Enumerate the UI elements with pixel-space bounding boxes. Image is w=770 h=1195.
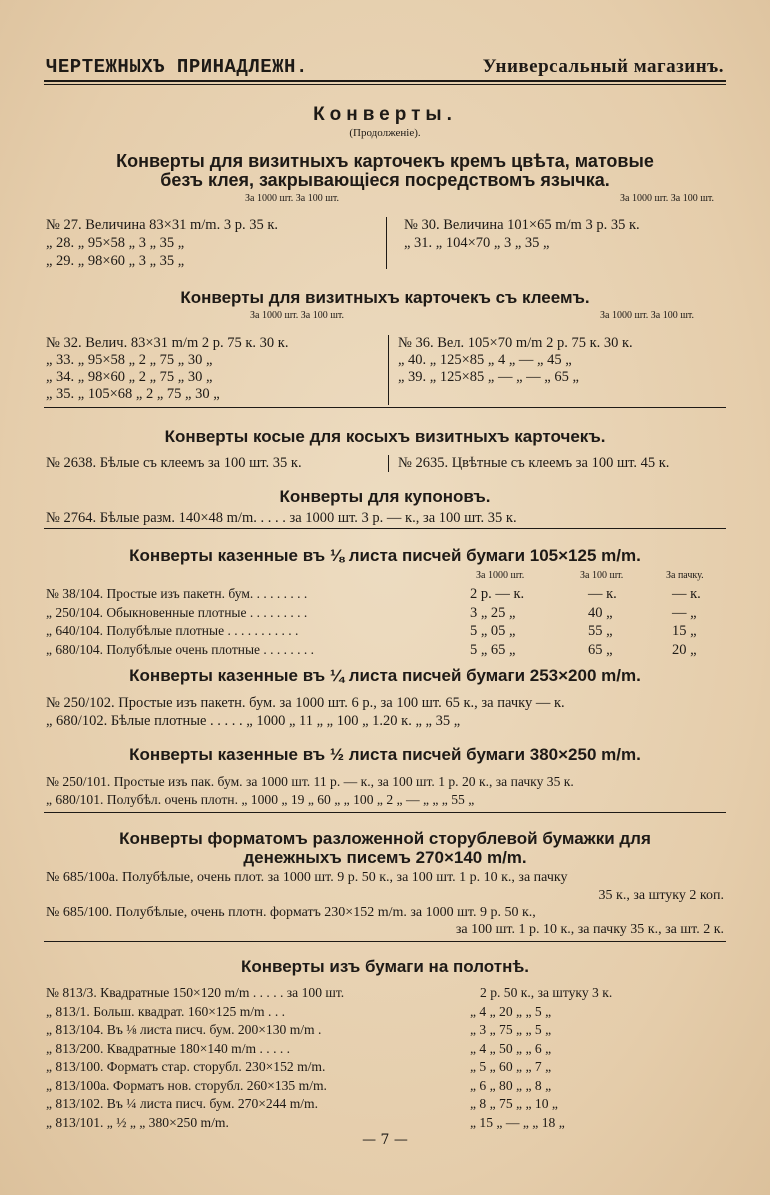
list-item: № 2635. Цвѣтные съ клеемъ за 100 шт. 45 к. xyxy=(398,455,670,471)
table-cell-price: — „ xyxy=(672,604,697,621)
section-title: Конверты косые для косыхъ визитныхъ карточекъ. xyxy=(164,427,606,446)
section-title-line-2: денежныхъ писемъ 270×140 m/m. xyxy=(243,848,527,867)
table-cell-price: „ 3 „ 75 „ „ 5 „ xyxy=(470,1022,552,1037)
list-item: № 30. Величина 101×65 m/m 3 р. 35 к. xyxy=(404,217,640,233)
table-cell-price: „ 4 „ 20 „ „ 5 „ xyxy=(470,1003,552,1019)
table-cell-price: „ 4 „ 50 „ „ 6 „ xyxy=(470,1040,552,1056)
list-item: № 250/101. Простые изъ пак. бум. за 1000 шт. 11 р. — к., за 100 шт. 1 р. 20 к., за пачку 35 к. xyxy=(46,774,574,789)
list-item: „ 680/101. Полубѣл. очень плотн. „ 1000 „ 19 „ 60 „ „ 100 „ 2 „ — „ „ „ 55 „ xyxy=(46,792,475,807)
table-cell-price: 15 „ xyxy=(672,623,697,639)
table-cell-price: „ 8 „ 75 „ „ 10 „ xyxy=(470,1096,558,1111)
table-cell-price: „ 6 „ 80 „ „ 8 „ xyxy=(470,1077,552,1093)
table-cell-price: 3 „ 25 „ xyxy=(470,604,516,621)
table-cell-name: № 38/104. Простые изъ пакетн. бум. . . . . . . . . xyxy=(46,586,308,601)
list-item: „ 40. „ 125×85 „ 4 „ — „ 45 „ xyxy=(398,352,572,368)
table-cell-name: „ 640/104. Полубѣлые плотные . . . . . . . . . . . xyxy=(46,623,299,638)
section-title: Конверты форматомъ разложенной сторублевой бумажки для xyxy=(119,829,651,848)
table-cell-price: 2 р. 50 к., за штуку 3 к. xyxy=(480,985,613,1000)
table-cell-name: „ 813/100а. Форматъ нов. сторубл. 260×135 m/m. xyxy=(46,1077,327,1093)
header-rule xyxy=(44,80,726,82)
section-rule xyxy=(44,941,726,942)
column-headers-right: За 1000 шт. За 100 шт. xyxy=(620,193,715,204)
table-cell-name: „ 250/104. Обыкновенные плотные . . . . . . . . . xyxy=(46,604,308,620)
table-cell-price: 20 „ xyxy=(672,641,697,658)
header-rule-thin xyxy=(44,84,726,85)
section-title: Конверты для визитныхъ карточекъ съ клеемъ. xyxy=(180,288,590,307)
header-right: Универсальный магазинъ. xyxy=(482,56,724,77)
table-cell-price: „ 5 „ 60 „ „ 7 „ xyxy=(470,1059,552,1074)
table-cell-name: „ 813/101. „ ½ „ „ 380×250 m/m. xyxy=(46,1114,229,1130)
table-cell-name: „ 813/200. Квадратные 180×140 m/m . . . . . xyxy=(46,1040,291,1056)
list-item: № 27. Величина 83×31 m/m. 3 р. 35 к. xyxy=(46,217,278,233)
list-item: № 2764. Бѣлые разм. 140×48 m/m. . . . . за 1000 шт. 3 р. — к., за 100 шт. 35 к. xyxy=(46,510,517,526)
section-rule xyxy=(44,407,726,408)
list-item: № 250/102. Простые изъ пакетн. бум. за 1000 шт. 6 р., за 100 шт. 65 к., за пачку — к. xyxy=(46,695,565,711)
section-title: Конверты изъ бумаги на полотнѣ. xyxy=(240,957,530,976)
column-divider xyxy=(386,217,387,269)
column-header: За 1000 шт. xyxy=(476,570,525,581)
section-title: Конверты казенные въ ½ листа писчей бумаги 380×250 m/m. xyxy=(129,745,641,764)
page-number: — 7 — xyxy=(362,1132,408,1148)
list-item: „ 680/102. Бѣлые плотные . . . . . „ 1000 „ 11 „ „ 100 „ 1.20 к. „ „ 35 „ xyxy=(46,713,461,729)
list-item: „ 34. „ 98×60 „ 2 „ 75 „ 30 „ xyxy=(46,369,213,385)
table-cell-price: 40 „ xyxy=(588,604,613,621)
column-headers-left: За 1000 шт. За 100 шт. xyxy=(250,310,345,321)
table-cell-price: — к. xyxy=(588,586,617,602)
list-item-continued: за 100 шт. 1 р. 10 к., за пачку 35 к., за шт. 2 к. xyxy=(455,922,724,937)
table-cell-name: „ 680/104. Полубѣлые очень плотные . . . . . . . . xyxy=(46,641,315,657)
column-header: За 100 шт. xyxy=(580,570,624,581)
column-header: За пачку. xyxy=(666,570,704,581)
section-rule xyxy=(44,528,726,529)
table-cell-name: „ 813/104. Въ ⅛ листа писч. бум. 200×130 m/m . xyxy=(46,1022,322,1037)
list-item: „ 31. „ 104×70 „ 3 „ 35 „ xyxy=(404,235,550,251)
table-cell-price: „ 15 „ — „ „ 18 „ xyxy=(470,1114,565,1130)
list-item: „ 28. „ 95×58 „ 3 „ 35 „ xyxy=(46,235,185,251)
running-header xyxy=(46,52,724,78)
table-cell-name: № 813/3. Квадратные 150×120 m/m . . . . . за 100 шт. xyxy=(46,985,345,1000)
table-cell-price: 55 „ xyxy=(588,623,613,639)
heading-line-1: Конверты для визитныхъ карточекъ кремъ цвѣта, матовые xyxy=(116,151,654,171)
list-item: № 685/100а. Полубѣлые, очень плот. за 1000 шт. 9 р. 50 к., за 100 шт. 1 р. 10 к., за пачку xyxy=(46,870,568,885)
list-item: „ 39. „ 125×85 „ — „ — „ 65 „ xyxy=(398,369,579,385)
list-item: „ 35. „ 105×68 „ 2 „ 75 „ 30 „ xyxy=(46,386,220,402)
table-cell-name: „ 813/1. Больш. квадрат. 160×125 m/m . . . xyxy=(46,1003,286,1019)
list-item: № 2638. Бѣлые съ клеемъ за 100 шт. 35 к. xyxy=(46,455,302,471)
list-item: „ 29. „ 98×60 „ 3 „ 35 „ xyxy=(46,253,185,269)
section-title: Конверты казенные въ ¼ листа писчей бумаги 253×200 m/m. xyxy=(129,666,641,685)
column-divider xyxy=(388,455,389,472)
section-title: Конверты казенные въ ⅛ листа писчей бумаги 105×125 m/m. xyxy=(129,546,641,565)
table-cell-price: — к. xyxy=(672,586,701,602)
table-cell-name: „ 813/100. Форматъ стар. сторубл. 230×152 m/m. xyxy=(46,1059,326,1074)
list-item: № 36. Вел. 105×70 m/m 2 р. 75 к. 30 к. xyxy=(398,335,633,351)
list-item: № 32. Велич. 83×31 m/m 2 р. 75 к. 30 к. xyxy=(46,335,289,351)
section-title: Конверты. xyxy=(313,104,457,125)
section-subtitle: (Продолженіе). xyxy=(349,127,421,139)
list-item-continued: 35 к., за штуку 2 коп. xyxy=(598,888,724,903)
table-cell-name: „ 813/102. Въ ¼ листа писч. бум. 270×244 m/m. xyxy=(46,1096,319,1111)
list-item: „ 33. „ 95×58 „ 2 „ 75 „ 30 „ xyxy=(46,352,213,368)
column-headers-right: За 1000 шт. За 100 шт. xyxy=(600,310,695,321)
heading-line-2: безъ клея, закрывающіеся посредствомъ язычка. xyxy=(160,170,610,190)
list-item: № 685/100. Полубѣлые, очень плотн. форматъ 230×152 m/m. за 1000 шт. 9 р. 50 к., xyxy=(46,905,536,920)
header-left: ЧЕРТЕЖНЫХЪ ПРИНАДЛЕЖН. xyxy=(46,56,308,78)
table-cell-price: 5 „ 65 „ xyxy=(470,641,516,658)
section-title: Конверты для купоновъ. xyxy=(279,487,491,506)
section-rule xyxy=(44,812,726,813)
table-cell-price: 2 р. — к. xyxy=(470,586,525,602)
column-divider xyxy=(388,335,389,405)
table-cell-price: 65 „ xyxy=(588,641,613,658)
table-cell-price: 5 „ 05 „ xyxy=(470,623,516,639)
column-headers-left: За 1000 шт. За 100 шт. xyxy=(245,193,340,204)
